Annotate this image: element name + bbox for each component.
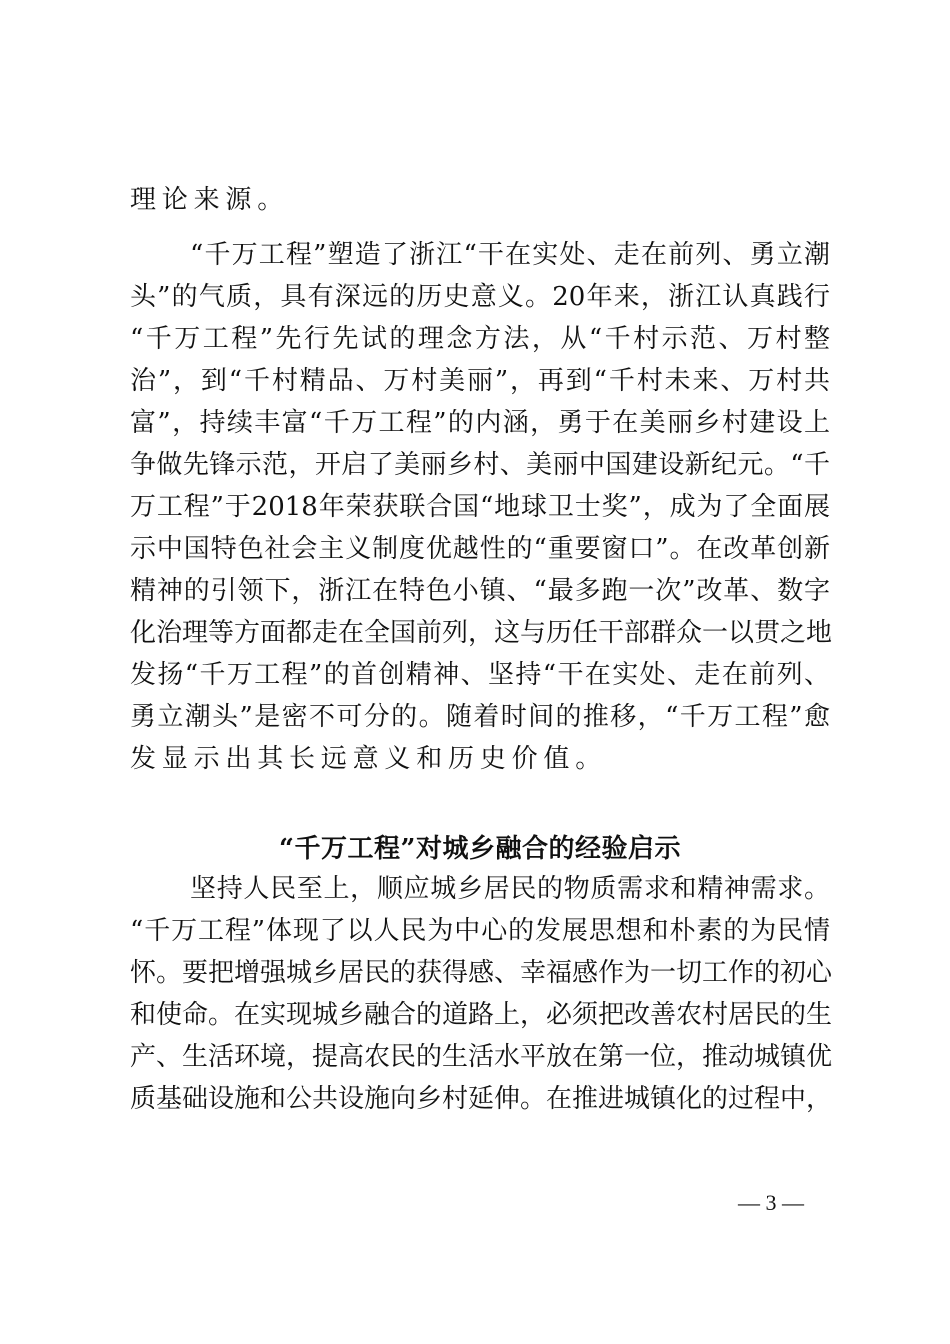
text-line: 富”，持续丰富“千万工程”的内涵，勇于在美丽乡村建设上: [130, 408, 830, 438]
text-line: 坚持人民至上，顺应城乡居民的物质需求和精神需求。: [190, 874, 830, 904]
text-line: 头”的气质，具有深远的历史意义。20年来，浙江认真践行: [130, 282, 830, 312]
text-line: “千万工程”塑造了浙江“干在实处、走在前列、勇立潮: [190, 240, 830, 270]
text-line: 万工程”于2018年荣获联合国“地球卫士奖”，成为了全面展: [130, 492, 830, 522]
section-heading: “千万工程”对城乡融合的经验启示: [279, 834, 681, 864]
text-line: “千万工程”体现了以人民为中心的发展思想和朴素的为民情: [130, 916, 830, 946]
text-line: 产、生活环境，提高农民的生活水平放在第一位，推动城镇优: [130, 1042, 833, 1072]
text-line: 发显示出其长远意义和历史价值。: [130, 744, 608, 774]
text-line: 示中国特色社会主义制度优越性的“重要窗口”。在改革创新: [130, 534, 830, 564]
text-line: 争做先锋示范，开启了美丽乡村、美丽中国建设新纪元。“千: [130, 450, 830, 480]
text-line: “千万工程”先行先试的理念方法，从“千村示范、万村整: [130, 324, 830, 354]
text-line: 怀。要把增强城乡居民的获得感、幸福感作为一切工作的初心: [130, 958, 833, 988]
text-line: 质基础设施和公共设施向乡村延伸。在推进城镇化的过程中，: [130, 1084, 833, 1114]
text-line: 理论来源。: [130, 185, 290, 215]
text-line: 和使命。在实现城乡融合的道路上，必须把改善农村居民的生: [130, 1000, 833, 1030]
text-line: 化治理等方面都走在全国前列，这与历任干部群众一以贯之地: [130, 618, 833, 648]
text-line: 精神的引领下，浙江在特色小镇、“最多跑一次”改革、数字: [130, 576, 830, 606]
page-number: — 3 —: [738, 1190, 804, 1215]
text-line: 治”，到“千村精品、万村美丽”，再到“千村未来、万村共: [130, 366, 830, 396]
text-line: 发扬“千万工程”的首创精神、坚持“干在实处、走在前列、: [130, 660, 830, 690]
text-line: 勇立潮头”是密不可分的。随着时间的推移，“千万工程”愈: [130, 702, 830, 732]
